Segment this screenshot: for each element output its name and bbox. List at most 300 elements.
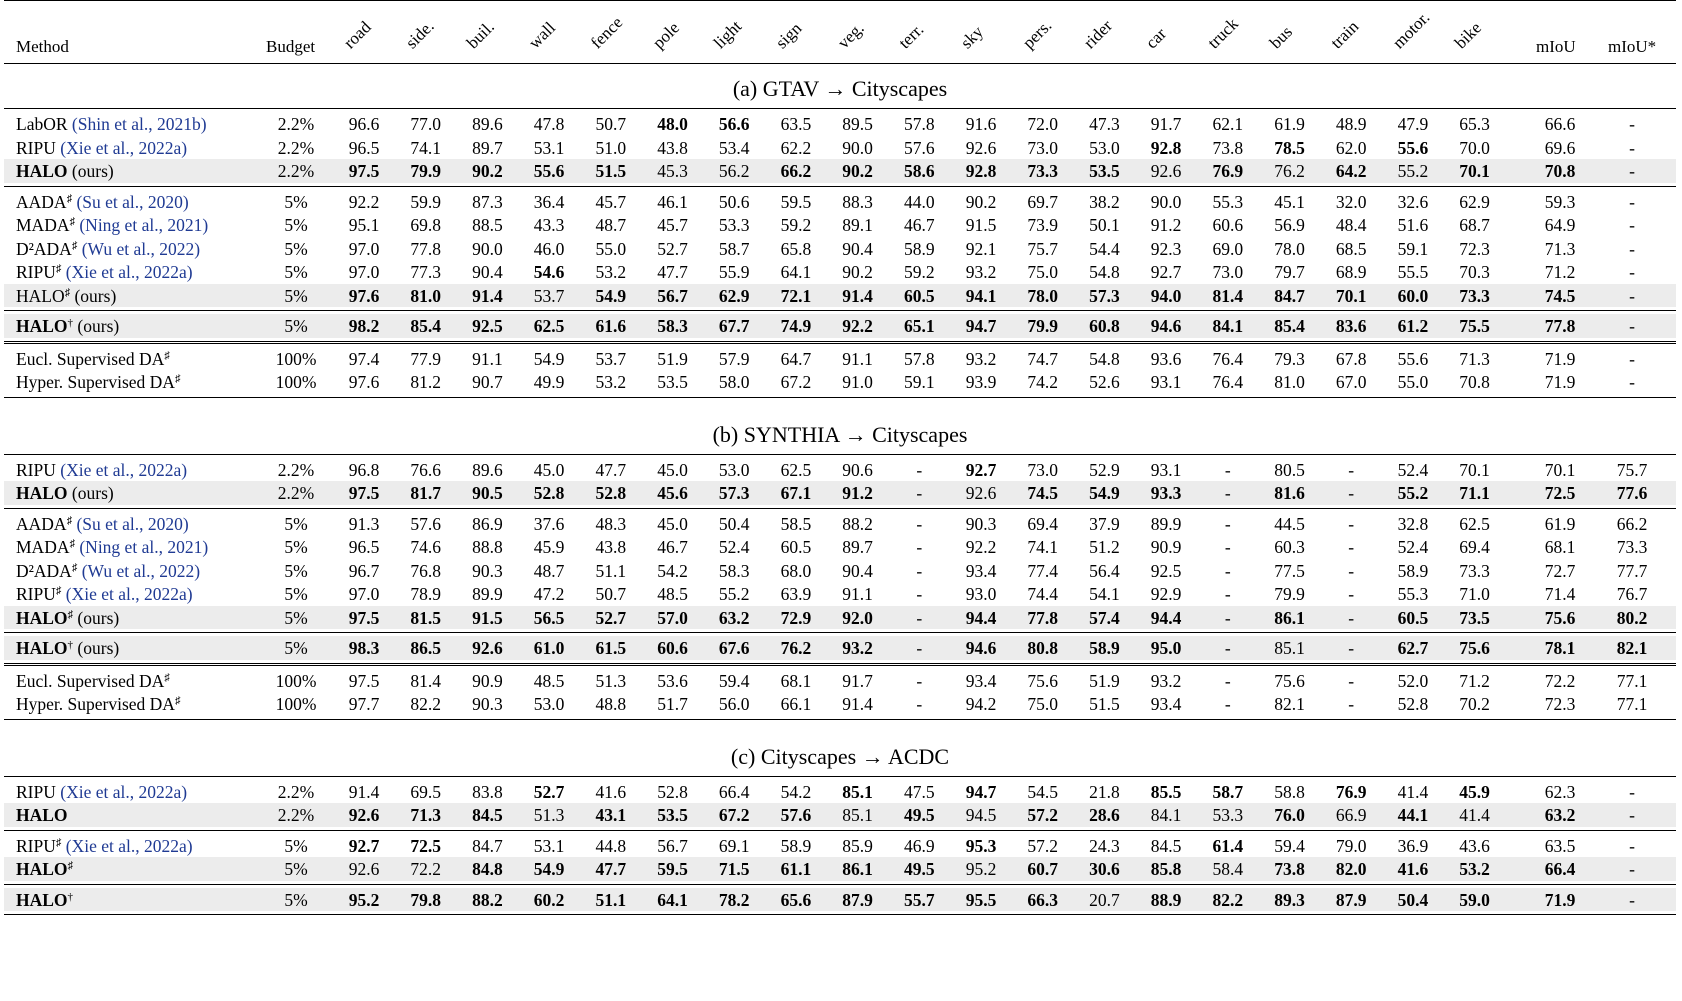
value-cell: 76.2 (780, 638, 812, 658)
value-cell: 67.2 (780, 372, 812, 392)
method-cell (16, 859, 73, 880)
value-cell: 47.8 (533, 114, 565, 134)
budget-cell: 5% (284, 285, 308, 306)
citation-link[interactable]: (Xie et al., 2022a) (65, 262, 193, 282)
value-cell: 81.4 (1212, 285, 1244, 306)
value-cell: 92.7 (965, 459, 997, 480)
value-cell: 69.8 (410, 215, 441, 235)
value-cell: 59.4 (1274, 835, 1305, 856)
value-cell: - (1348, 607, 1355, 628)
table-block (4, 311, 1676, 344)
value-cell: 61.9 (1544, 513, 1576, 534)
value-cell: 55.2 (1397, 161, 1429, 181)
value-cell: - (1224, 638, 1231, 658)
value-cell: - (916, 459, 923, 480)
value-cell: 41.6 (1397, 859, 1429, 879)
value-cell: 72.3 (1459, 238, 1490, 259)
value-cell: 56.4 (1089, 560, 1120, 581)
citation-link[interactable]: (Xie et al., 2022a) (65, 584, 193, 604)
value-cell: 48.4 (1335, 215, 1367, 235)
value-cell: 73.9 (1027, 215, 1058, 235)
value-cell: 69.4 (1459, 537, 1490, 557)
table-row (4, 112, 1676, 136)
budget-cell: 5% (284, 316, 308, 336)
value-cell: 95.5 (965, 889, 997, 910)
citation-link[interactable]: (Ning et al., 2021) (79, 537, 209, 557)
method-marker: ♯ (174, 695, 181, 707)
citation-link[interactable]: (Ning et al., 2021) (79, 215, 209, 235)
value-cell: 44.8 (595, 835, 627, 856)
value-cell: 41.4 (1397, 781, 1429, 802)
value-cell: 73.3 (1459, 285, 1490, 306)
value-cell: 62.7 (1397, 638, 1429, 658)
value-cell: 47.7 (595, 859, 627, 879)
value-cell: 86.1 (1274, 607, 1305, 628)
value-cell: 53.1 (533, 835, 565, 856)
value-cell: 66.2 (780, 161, 812, 181)
value-cell: 91.5 (472, 607, 503, 628)
method-cell (16, 782, 187, 803)
value-cell: 56.9 (1274, 215, 1305, 235)
value-cell: 92.5 (472, 316, 503, 336)
value-cell: 68.1 (780, 670, 812, 691)
value-cell: 54.5 (1027, 781, 1058, 802)
header-class-4: fence (586, 12, 627, 53)
value-cell: 90.0 (472, 238, 503, 259)
value-cell: 77.3 (410, 262, 441, 282)
method-marker: ♯ (164, 671, 170, 684)
value-cell: 80.2 (1616, 607, 1648, 628)
method-cell (16, 192, 189, 213)
value-cell: 92.2 (842, 316, 873, 336)
value-cell: 60.5 (903, 285, 935, 306)
method-cell (16, 483, 114, 504)
value-cell: - (916, 638, 923, 658)
value-cell: - (1629, 137, 1635, 158)
value-cell: 62.1 (1212, 114, 1244, 134)
value-cell: 43.3 (533, 215, 565, 235)
value-cell: 85.1 (842, 805, 873, 825)
value-cell: 86.1 (842, 859, 873, 879)
citation-link[interactable]: (Wu et al., 2022) (81, 238, 201, 259)
value-cell: 97.5 (348, 670, 380, 691)
table-row (4, 347, 1676, 371)
value-cell: 77.4 (1027, 560, 1058, 581)
value-cell: 91.2 (1150, 215, 1182, 235)
value-cell: 92.6 (965, 137, 997, 158)
citation-link[interactable]: (Xie et al., 2022a) (60, 137, 188, 158)
value-cell: 60.2 (533, 889, 565, 910)
value-cell: 88.3 (842, 191, 873, 212)
value-cell: 89.3 (1274, 889, 1305, 910)
value-cell: 70.8 (1459, 372, 1490, 392)
value-cell: 91.1 (472, 348, 503, 369)
value-cell: 74.4 (1027, 584, 1058, 604)
value-cell: 56.6 (718, 114, 750, 134)
table-row (4, 636, 1676, 660)
value-cell: 70.1 (1459, 459, 1490, 480)
method-cell (16, 239, 200, 260)
value-cell: 55.6 (533, 161, 565, 181)
value-cell: 81.0 (1274, 372, 1305, 392)
value-cell: 75.6 (1544, 607, 1576, 628)
method-cell (16, 349, 170, 370)
value-cell: 56.7 (657, 285, 688, 306)
value-cell: - (1224, 607, 1231, 628)
value-cell: 93.2 (965, 262, 997, 282)
value-cell: - (1348, 638, 1355, 658)
value-cell: 51.9 (657, 348, 688, 369)
value-cell: 52.9 (1089, 459, 1120, 480)
value-cell: 24.3 (1089, 835, 1120, 856)
value-cell: - (1629, 238, 1635, 259)
value-cell: 74.6 (410, 537, 441, 557)
header-class-6: light (710, 16, 746, 53)
value-cell: - (916, 537, 923, 557)
value-cell: 96.8 (348, 459, 380, 480)
budget-cell: 2.2% (277, 114, 315, 134)
value-cell: 74.7 (1027, 348, 1058, 369)
value-cell: 89.5 (842, 114, 873, 134)
value-cell: 95.2 (965, 859, 997, 879)
value-cell: 62.9 (718, 285, 750, 306)
value-cell: 45.1 (1274, 191, 1305, 212)
value-cell: 76.7 (1616, 584, 1648, 604)
citation-link[interactable]: (Su et al., 2020) (76, 513, 189, 534)
value-cell: 28.6 (1089, 805, 1120, 825)
value-cell: - (1224, 670, 1231, 691)
value-cell: 43.8 (657, 137, 688, 158)
value-cell: 78.5 (1274, 137, 1305, 158)
value-cell: 62.0 (1335, 137, 1367, 158)
value-cell: 79.7 (1274, 262, 1305, 282)
value-cell: 78.9 (410, 584, 441, 604)
value-cell: 87.9 (842, 889, 873, 910)
value-cell: 90.0 (842, 137, 873, 158)
value-cell: 91.7 (1150, 114, 1182, 134)
value-cell: 91.1 (842, 584, 873, 604)
value-cell: 91.1 (842, 348, 873, 369)
citation-link[interactable]: (Wu et al., 2022) (81, 560, 201, 581)
value-cell: 59.5 (657, 859, 688, 879)
value-cell: 51.3 (533, 805, 565, 825)
table-row (4, 458, 1676, 482)
method-name: AADA (16, 513, 67, 534)
header-class-3: wall (524, 18, 560, 53)
value-cell: 53.2 (595, 262, 627, 282)
value-cell: - (1224, 694, 1231, 714)
method-marker: † (67, 639, 74, 651)
value-cell: 72.2 (410, 859, 441, 879)
value-cell: 56.0 (718, 694, 750, 714)
value-cell: 73.5 (1459, 607, 1490, 628)
value-cell: 85.9 (842, 835, 873, 856)
method-cell (16, 372, 180, 393)
value-cell: - (1348, 584, 1355, 604)
value-cell: 68.1 (1544, 537, 1576, 557)
value-cell: - (1224, 513, 1231, 534)
value-cell: 88.2 (472, 889, 503, 910)
value-cell: 63.2 (1544, 805, 1576, 825)
method-cell (16, 215, 208, 236)
method-marker: † (67, 890, 74, 903)
value-cell: 88.8 (472, 537, 503, 557)
value-cell: - (1224, 483, 1231, 503)
value-cell: 77.0 (410, 114, 441, 134)
value-cell: 73.0 (1212, 262, 1244, 282)
citation-link[interactable]: (Xie et al., 2022a) (60, 781, 188, 802)
value-cell: 59.2 (780, 215, 812, 235)
table-block (4, 831, 1676, 885)
value-cell: 73.0 (1027, 137, 1058, 158)
value-cell: 94.6 (1150, 316, 1182, 336)
value-cell: 90.4 (842, 560, 873, 581)
value-cell: 55.0 (1397, 372, 1429, 392)
value-cell: 88.9 (1150, 889, 1182, 910)
budget-cell: 100% (275, 348, 317, 369)
table-row (4, 780, 1676, 804)
value-cell: 72.1 (780, 285, 812, 306)
value-cell: 57.9 (718, 348, 750, 369)
value-cell: 46.9 (903, 835, 935, 856)
value-cell: 86.5 (410, 638, 441, 658)
value-cell: 59.4 (718, 670, 750, 691)
value-cell: 57.8 (903, 348, 935, 369)
value-cell: 93.3 (1150, 483, 1182, 503)
value-cell: 53.3 (718, 215, 750, 235)
value-cell: 71.1 (1459, 483, 1490, 503)
value-cell: 93.2 (842, 638, 873, 658)
value-cell: 45.0 (657, 459, 688, 480)
value-cell: 72.9 (780, 607, 812, 628)
value-cell: 58.7 (1212, 781, 1244, 802)
value-cell: 57.4 (1089, 607, 1120, 628)
value-cell: 97.0 (348, 238, 380, 259)
value-cell: 90.3 (965, 513, 997, 534)
value-cell: 64.1 (780, 262, 812, 282)
citation-link[interactable]: (Xie et al., 2022a) (60, 459, 188, 480)
citation-link[interactable]: (Su et al., 2020) (76, 191, 189, 212)
value-cell: - (1629, 262, 1635, 282)
header-class-11: pers. (1018, 15, 1056, 53)
value-cell: 53.7 (595, 348, 627, 369)
value-cell: 77.1 (1616, 694, 1648, 714)
value-cell: 61.6 (595, 316, 627, 336)
budget-cell: 5% (284, 215, 308, 235)
value-cell: 96.6 (348, 114, 380, 134)
value-cell: 51.1 (595, 560, 627, 581)
value-cell: - (1629, 835, 1635, 856)
value-cell: 58.3 (718, 560, 750, 581)
method-name: HALO (16, 161, 68, 181)
method-marker: ♯ (55, 585, 62, 597)
value-cell: 54.6 (533, 262, 565, 282)
value-cell: 68.5 (1335, 238, 1367, 259)
budget-cell: 5% (284, 537, 308, 557)
value-cell: 87.9 (1335, 889, 1367, 910)
value-cell: 63.5 (1544, 835, 1576, 856)
method-cell (16, 638, 119, 659)
value-cell: 53.4 (718, 137, 750, 158)
table-block (4, 455, 1676, 509)
value-cell: 70.2 (1459, 694, 1490, 714)
value-cell: 51.5 (1089, 694, 1120, 714)
value-cell: 56.7 (657, 835, 688, 856)
value-cell: 51.0 (595, 137, 627, 158)
table-row (4, 559, 1676, 583)
value-cell: 90.9 (1150, 537, 1182, 557)
header-class-2: buil. (463, 17, 499, 53)
value-cell: 75.6 (1274, 670, 1305, 691)
header-class-10: sky (956, 22, 987, 53)
value-cell: 77.7 (1616, 560, 1648, 581)
table-body (4, 70, 1676, 915)
value-cell: 84.1 (1212, 316, 1244, 336)
value-cell: 59.9 (410, 191, 441, 212)
value-cell: 61.5 (595, 638, 627, 658)
value-cell: 48.7 (595, 215, 627, 235)
value-cell: 83.8 (472, 781, 503, 802)
method-name: D²ADA (16, 238, 72, 259)
value-cell: 90.3 (472, 560, 503, 581)
value-cell: 53.5 (657, 805, 688, 825)
value-cell: 55.6 (1397, 348, 1429, 369)
value-cell: 51.3 (595, 670, 627, 691)
value-cell: 82.1 (1274, 694, 1305, 714)
value-cell: 55.5 (1397, 262, 1429, 282)
value-cell: 54.9 (533, 859, 565, 879)
value-cell: 66.4 (1544, 859, 1576, 879)
value-cell: 71.9 (1544, 889, 1576, 910)
value-cell: - (1629, 285, 1635, 306)
table-block (4, 509, 1676, 634)
value-cell: 46.0 (533, 238, 565, 259)
value-cell: 58.4 (1212, 859, 1244, 879)
value-cell: 82.2 (1212, 889, 1244, 910)
value-cell: 32.6 (1397, 191, 1429, 212)
header-class-1: side. (401, 16, 438, 53)
value-cell: 45.6 (657, 483, 688, 503)
value-cell: 89.7 (472, 137, 503, 158)
value-cell: - (1224, 537, 1231, 557)
value-cell: 78.1 (1544, 638, 1576, 658)
value-cell: 90.6 (842, 459, 873, 480)
value-cell: 69.4 (1027, 513, 1058, 534)
value-cell: 81.0 (410, 285, 441, 306)
value-cell: 43.1 (595, 805, 627, 825)
value-cell: 46.7 (657, 537, 688, 557)
value-cell: 75.7 (1027, 238, 1058, 259)
value-cell: 54.9 (595, 285, 627, 306)
budget-cell: 100% (275, 372, 317, 392)
value-cell: 67.0 (1335, 372, 1367, 392)
value-cell: 57.3 (718, 483, 750, 503)
value-cell: 72.7 (1544, 560, 1576, 581)
value-cell: 67.7 (718, 316, 750, 336)
value-cell: 61.9 (1274, 114, 1305, 134)
value-cell: 52.4 (1397, 459, 1429, 480)
value-cell: 64.7 (780, 348, 812, 369)
value-cell: 72.5 (410, 835, 441, 856)
budget-cell: 2.2% (277, 483, 315, 503)
value-cell: 90.9 (472, 670, 503, 691)
method-cell (16, 514, 189, 535)
value-cell: 55.2 (1397, 483, 1429, 503)
value-cell: 47.7 (595, 459, 627, 480)
method-suffix: (ours) (77, 316, 120, 336)
value-cell: 76.0 (1274, 805, 1305, 825)
value-cell: 66.4 (718, 781, 750, 802)
method-name: HALO (16, 889, 68, 910)
method-cell (16, 537, 208, 558)
value-cell: 85.4 (1274, 316, 1305, 336)
table-row (4, 260, 1676, 284)
table-row (4, 481, 1676, 505)
value-cell: 79.3 (1274, 348, 1305, 369)
value-cell: 87.3 (472, 191, 503, 212)
value-cell: 95.1 (348, 215, 380, 235)
header-class-7: sign (771, 18, 806, 53)
method-name: HALO (16, 805, 68, 825)
value-cell: 91.7 (842, 670, 873, 691)
budget-cell: 5% (284, 889, 308, 910)
value-cell: 44.1 (1397, 805, 1429, 825)
value-cell: 97.0 (348, 262, 380, 282)
value-cell: 92.6 (965, 483, 997, 503)
value-cell: 92.7 (348, 835, 380, 856)
value-cell: 48.0 (657, 114, 688, 134)
value-cell: 79.8 (410, 889, 441, 910)
section-title: (b) SYNTHIA → Cityscapes (4, 416, 1676, 455)
value-cell: 57.8 (903, 114, 935, 134)
value-cell: 58.9 (780, 835, 812, 856)
value-cell: 96.5 (348, 537, 380, 557)
value-cell: 50.4 (1397, 889, 1429, 910)
value-cell: 89.7 (842, 537, 873, 557)
citation-link[interactable]: (Shin et al., 2021b) (71, 114, 207, 134)
value-cell: 75.6 (1459, 638, 1490, 658)
citation-link[interactable]: (Xie et al., 2022a) (65, 835, 193, 856)
value-cell: 51.2 (1089, 537, 1120, 557)
value-cell: 48.9 (1335, 114, 1367, 134)
value-cell: 73.8 (1274, 859, 1305, 879)
value-cell: 80.8 (1027, 638, 1058, 658)
value-cell: 53.0 (533, 694, 565, 714)
value-cell: 66.9 (1335, 805, 1367, 825)
value-cell: 53.7 (533, 285, 565, 306)
value-cell: 58.8 (1274, 781, 1305, 802)
value-cell: 76.9 (1212, 161, 1244, 181)
value-cell: 91.6 (965, 114, 997, 134)
table-block (4, 633, 1676, 666)
table-row (4, 535, 1676, 559)
value-cell: 76.8 (410, 560, 441, 581)
value-cell: 71.3 (410, 805, 441, 825)
header-miou: mIoU (1536, 37, 1576, 56)
value-cell: 90.0 (1150, 191, 1182, 212)
budget-cell: 5% (284, 238, 308, 259)
table-block (4, 885, 1676, 916)
value-cell: 53.3 (1212, 805, 1244, 825)
value-cell: 93.2 (965, 348, 997, 369)
value-cell: 70.3 (1459, 262, 1490, 282)
table-block (4, 777, 1676, 831)
value-cell: - (1629, 859, 1635, 879)
value-cell: 57.2 (1027, 835, 1058, 856)
budget-cell: 5% (284, 262, 308, 282)
value-cell: 93.2 (1150, 670, 1182, 691)
value-cell: 38.2 (1089, 191, 1120, 212)
